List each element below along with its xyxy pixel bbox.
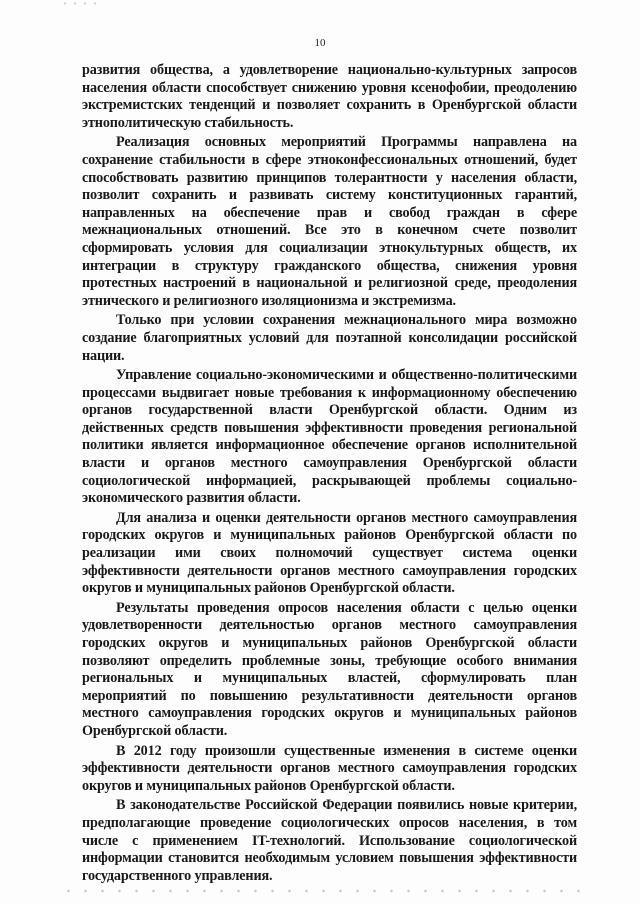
paragraph-interethnic-peace: Только при условии сохранения межнационального мира возможно создание благоприятных условий для поэтапной консолидации российской нации. — [82, 312, 577, 364]
paragraph-program-implementation: Реализация основных мероприятий Программы направлена на сохранение стабильности в сфере этноконфессиональных отношений, будет способствовать развитию принципов толерантности у населения области, позволит сохранить и развивать систему конституционных гарантий, направленных на обеспечение прав и свобод граждан в сфере межнациональных отношений. Все это в конечном счете позволит сформировать условия для социализации этнокультурных обществ, их интеграции в структуру гражданского общества, снижения уровня протестных настроений в национальной и религиозной среде, преодоления этнического и религиозного изоляционизма и экстремизма. — [82, 134, 577, 309]
paragraph-efficiency-assessment: Для анализа и оценки деятельности органов местного самоуправления городских округов и муниципальных районов Оренбургской области по реализации ими своих полномочий существует система оценки эффективности деятельности органов местного самоуправления городских округов и муниципальных районов Оренбургской области. — [82, 509, 577, 597]
scan-artifact-bottom — [60, 888, 580, 894]
paragraph-survey-results: Результаты проведения опросов населения области с целью оценки удовлетворенности деятельностью органов местного самоуправления городских округов и муниципальных районов Оренбургской области позволяют определить проблемные зоны, требующие особого внимания региональных и муниципальных властей, сформулировать план мероприятий по повышению результативности деятельности органов местного самоуправления городских округов и муниципальных районов Оренбургской области. — [82, 599, 577, 739]
document-body — [82, 62, 577, 887]
paragraph-information-support: Управление социально-экономическими и общественно-политическими процессами выдвигает новые требования к информационному обеспечению органов государственной власти Оренбургской области. Одним из действенных средств повышения эффективности проведения региональной политики является информационное обеспечение органов исполнительной власти и органов местного самоуправления Оренбургской области социологической информацией, раскрывающей проблемы социально-экономического развития области. — [82, 367, 577, 507]
paragraph-2012-changes: В 2012 году произошли существенные изменения в системе оценки эффективности деятельности органов местного самоуправления городских округов и муниципальных районов Оренбургской области. — [82, 742, 577, 794]
paragraph-legislation-criteria: В законодательстве Российской Федерации появились новые критерии, предполагающие проведение социологических опросов населения, в том числе с применением IT-технологий. Использование социологической информации становится необходимым условием повышения эффективности государственного управления. — [82, 797, 577, 884]
paragraph-continuation: развития общества, а удовлетворение национально-культурных запросов населения области способствует снижению уровня ксенофобии, преодолению экстремистских тенденций и позволяет сохранить в Оренбургской области этнополитическую стабильность. — [82, 62, 577, 131]
page-number: 10 — [314, 37, 326, 49]
scan-artifact-top — [60, 2, 100, 5]
